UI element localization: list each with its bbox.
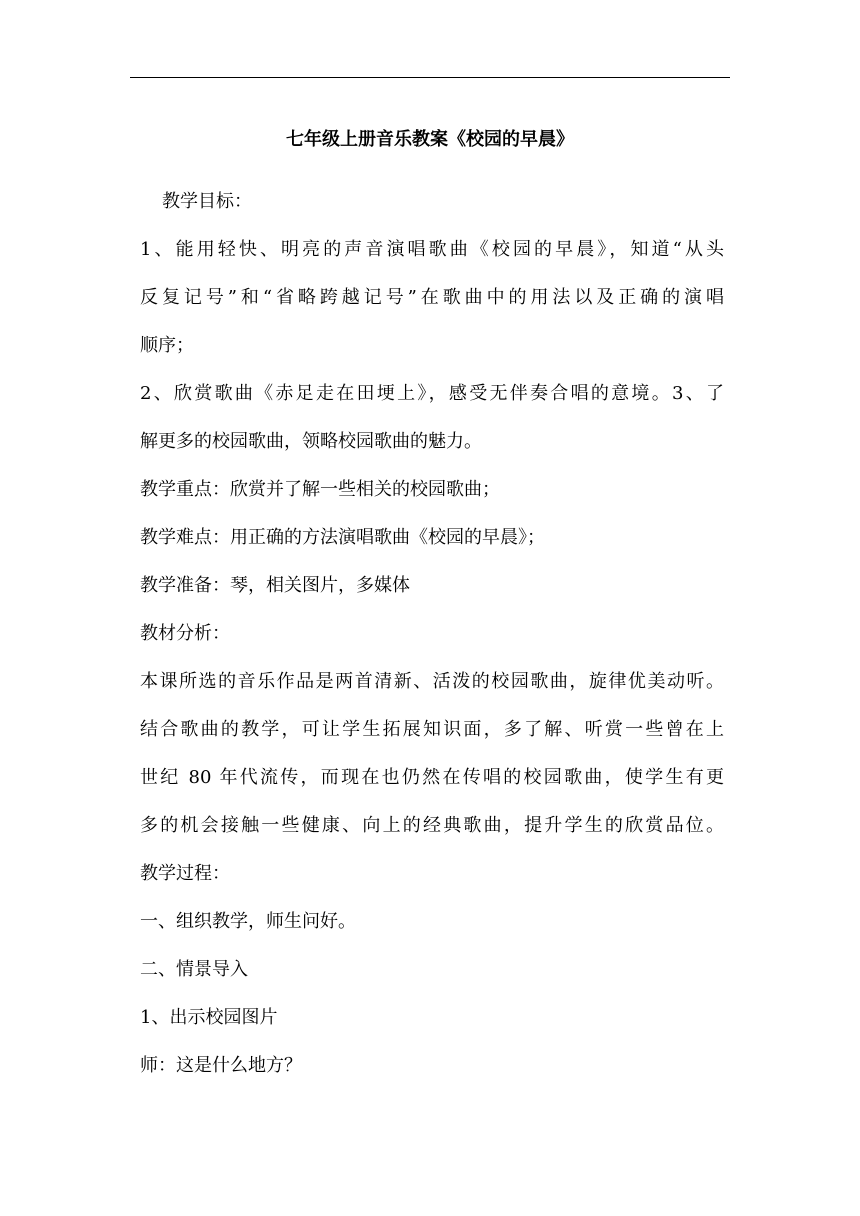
text-line: 2、欣赏歌曲《赤足走在田埂上》，感受无伴奏合唱的意境。3、了: [140, 383, 724, 404]
text-line: 顺序；: [140, 335, 194, 356]
step-1: 一、组织教学，师生问好。: [140, 911, 356, 932]
difficulty: 教学难点：用正确的方法演唱歌曲《校园的早晨》；: [140, 527, 545, 548]
goals-heading: 教学目标：: [162, 191, 252, 212]
analysis-heading: 教材分析：: [140, 623, 230, 644]
text-line: 1、能用轻快、明亮的声音演唱歌曲《校园的早晨》，知道“从头: [140, 239, 724, 260]
process-heading: 教学过程：: [140, 863, 230, 884]
text-line: 本课所选的音乐作品是两首清新、活泼的校园歌曲，旋律优美动听。: [140, 671, 724, 692]
analysis-paragraph: [140, 658, 724, 850]
document-title: 七年级上册音乐教案《校园的早晨》: [286, 129, 574, 150]
step-2-1: 1、出示校园图片: [140, 1007, 278, 1028]
text-line: 解更多的校园歌曲，领略校园歌曲的魅力。: [140, 431, 482, 452]
preparation: 教学准备：琴，相关图片，多媒体: [140, 575, 410, 596]
text-line: 世纪 80 年代流传，而现在也仍然在传唱的校园歌曲，使学生有更: [140, 767, 724, 788]
step-2: 二、情景导入: [140, 959, 248, 980]
text-line: 结合歌曲的教学，可让学生拓展知识面，多了解、听赏一些曾在上: [140, 719, 724, 740]
key-point: 教学重点：欣赏并了解一些相关的校园歌曲；: [140, 479, 500, 500]
teacher-question: 师：这是什么地方？: [140, 1055, 302, 1076]
header-rule: [130, 77, 730, 78]
text-line: 反复记号”和“省略跨越记号”在歌曲中的用法以及正确的演唱: [140, 287, 724, 308]
document-body: [140, 178, 724, 1090]
goal-2-paragraph: [140, 370, 724, 466]
goal-1-paragraph: [140, 226, 724, 370]
text-line: 多的机会接触一些健康、向上的经典歌曲，提升学生的欣赏品位。: [140, 815, 724, 836]
